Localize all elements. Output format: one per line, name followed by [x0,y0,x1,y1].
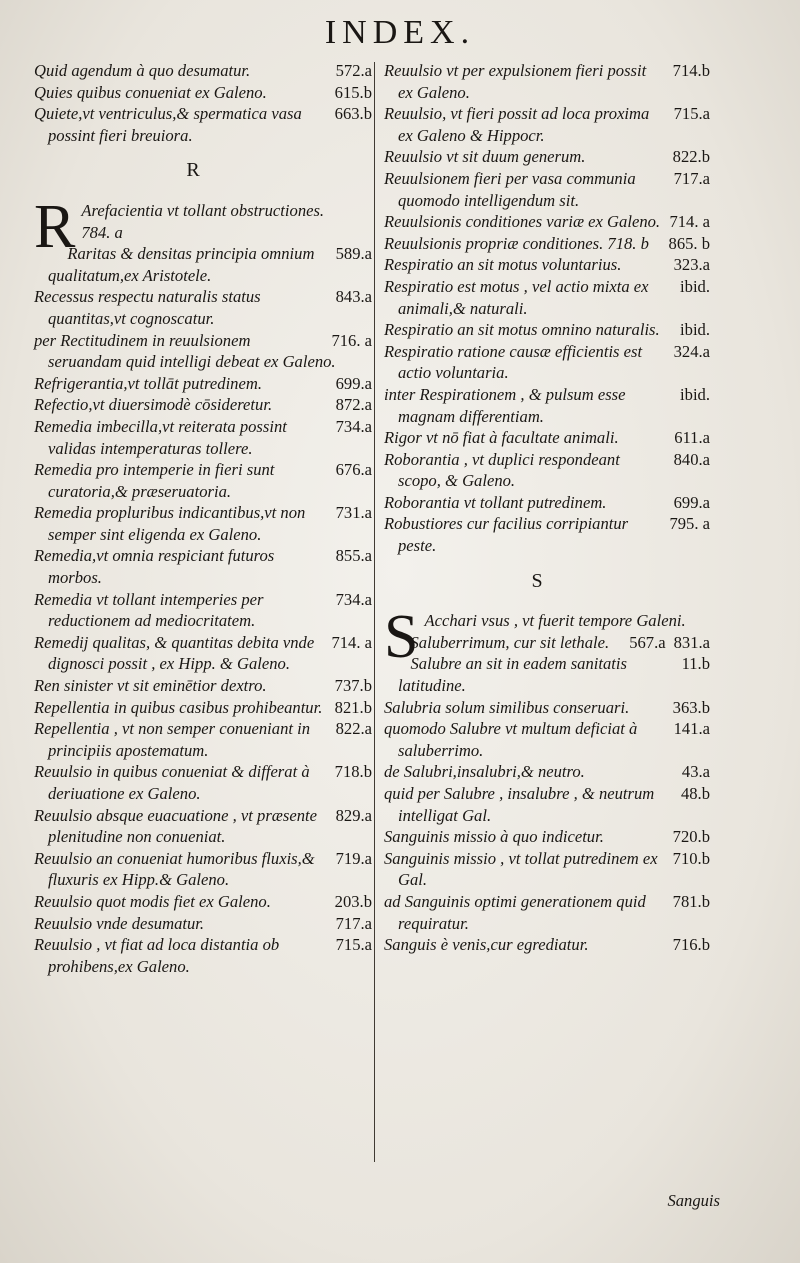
entry-page: 737.b [334,676,372,696]
index-entry [34,697,372,719]
entry-text: Reuulsio vt per expulsionem fieri possit ex Galeno. [384,61,647,102]
entry-text: Respiratio ratione causæ efficientis est actio voluntaria. [384,341,643,383]
entry-page: 717.a [673,168,710,188]
entry-text: Remedia,vt omnia respiciant futuros morbos. [34,546,275,588]
entry-text: Respiratio an sit motus voluntarius. [384,255,622,275]
index-entry [34,934,372,977]
entry-page: 731.a [335,503,372,523]
entry-page: 865. b [668,233,710,253]
index-entry [384,341,710,384]
entry-text: Remedia pro intemperie in fieri sunt curatoria,& præseruatoria. [34,460,275,501]
index-entry [34,761,372,804]
index-entry [384,60,710,103]
entry-text: Reuulsio in quibus conueniat & differat à deriuatione ex Galeno. [34,762,310,803]
index-entry [34,913,372,935]
entry-page: 822.a [335,719,372,739]
index-entry [384,103,710,146]
entry-text: Reuulsionem fieri per vasa communia quomodo intelligendum sit. [384,168,636,210]
column-divider [374,62,375,1162]
page-title: INDEX. [324,14,476,51]
index-entry [34,394,372,416]
entry-text: Raritas & densitas principia omnium qualitatum,ex Aristotele. [48,244,315,285]
entry-page: 324.a [673,341,710,361]
entry-page: 716. a [331,330,372,350]
entry-text: Rigor vt nō fiat à facultate animali. [384,428,619,448]
section-letter-r: R [186,159,200,182]
index-entry [384,848,710,891]
entry-list [34,60,372,146]
entry-page: 48.b [680,784,710,803]
entry-text: ad Sanguinis optimi generationem quid requiratur. [384,891,646,933]
entry-text: Ren sinister vt sit eminētior dextro. [34,676,267,696]
entry-text: Quid agendum à quo desumatur. [34,61,251,80]
entry-page: 572.a [335,61,372,80]
entry-page: 43.a [681,762,710,782]
index-entry [384,761,710,783]
index-entry [384,276,710,319]
index-entry [384,783,710,826]
entry-text: Refrigerantia,vt tollāt putredinem. [34,373,262,393]
entry-text: Reuulsio an conueniat humoribus fluxis,& fluxuris ex Hipp.& Galeno. [34,848,315,890]
entry-page: 141.a [673,719,710,739]
entry-text: Saluberrimum, cur sit lethale. [410,632,610,652]
index-entry [34,848,372,891]
entry-page: 11.b [681,654,710,674]
entry-text: Reuulsionis propriæ conditiones. 718. b [384,233,649,253]
entry-text: per Rectitudinem in reuulsionem seruandam quid intelligi debeat ex Galeno. [34,330,336,372]
entry-text: Sanguinis missio à quo indicetur. [384,827,604,847]
entry-text: Reuulsio quot modis fiet ex Galeno. [34,891,271,911]
index-entry [34,60,372,82]
entry-page: 829.a [335,805,372,825]
index-entry [384,891,710,934]
index-entry [34,545,372,588]
index-entry [34,502,372,545]
right-column [384,60,710,1241]
entry-text: Repellentia in quibus casibus prohibeantur. [34,697,323,717]
entry-text: Respiratio an sit motus omnino naturalis. [384,320,660,340]
entry-page: ibid. [680,320,710,340]
index-entry [384,449,710,492]
entry-text: Repellentia , vt non semper conueniant in principiis apostematum. [34,719,311,760]
entry-page: 714. a [331,632,372,652]
index-entry [34,805,372,848]
entry-list [384,632,710,956]
entry-text: Quies quibus conueniat ex Galeno. [34,82,267,102]
index-entry [34,891,372,913]
entry-page: 872.a [335,395,372,415]
entry-page: 676.a [335,460,372,480]
entry-text: Roborantia vt tollant putredinem. [384,492,607,512]
entry-text: Remedij qualitas, & quantitas debita vnde dignosci possit , ex Hipp. & Galeno. [34,632,315,674]
entry-text: Salubre an sit in eadem sanitatis latitudine. [398,654,627,696]
entry-text: inter Respirationem , & pulsum esse magnam differentiam. [384,384,626,426]
index-entry [384,632,710,654]
entry-page: 843.a [335,287,372,307]
entry-page: 795. a [669,514,710,534]
entry-text: Salubria solum similibus conseruari. [384,697,630,717]
entry-page: 781.b [672,891,710,911]
entry-page: 717.a [335,913,372,933]
entry-text: Reuulsionis conditiones variæ ex Galeno. [384,212,661,232]
index-entry [34,459,372,502]
index-entry [384,168,710,211]
entry-page: 699.a [673,492,710,512]
entry-text: Reuulsio, vt fieri possit ad loca proxima ex Galeno & Hippocr. [384,104,650,145]
entry-text: Refectio,vt diuersimodè cōsideretur. [34,395,273,415]
index-entry [34,675,372,697]
index-entry [384,718,710,761]
entry-text: de Salubri,insalubri,& neutro. [384,762,585,782]
entry-text: Remedia vt tollant intemperies per reductionem ad mediocritatem. [34,589,264,631]
entry-page: 663.b [334,104,372,124]
entry-text: Sanguinis missio , vt tollat putredinem ex Gal. [384,848,658,890]
entry-text: Reuulsio vnde desumatur. [34,913,205,933]
entry-page: 589.a [335,244,372,264]
entry-text: Remedia propluribus indicantibus,vt non semper sint eligenda ex Galeno. [34,503,306,544]
index-entry [384,211,710,233]
entry-list [384,60,710,557]
index-entry [34,103,372,146]
index-entry [384,653,710,696]
entry-page: 716.b [672,935,710,955]
entry-text: Reuulsio absque euacuatione , vt præsente plenitudine non conueniat. [34,805,317,847]
section-letter-s: S [531,569,543,592]
entry-page: 840.a [673,449,710,469]
entry-page: 734.a [335,416,372,436]
index-entry [34,416,372,459]
entry-page: 734.a [335,589,372,609]
entry-page: 855.a [335,546,372,566]
entry-text: Arefacientia vt tollant obstructiones. [81,200,325,220]
index-entry [384,492,710,514]
entry-text: Recessus respectu naturalis status quantitas,vt cognoscatur. [34,287,261,328]
entry-list [34,243,372,977]
left-column [34,60,372,1241]
entry-page: 714. a [669,212,710,232]
catchword: Sanguis [667,1191,720,1210]
index-entry [34,330,372,373]
entry-page: 719.a [335,848,372,868]
index-entry [384,146,710,168]
entry-page: 715.a [335,935,372,955]
entry-page: 714.b [672,61,710,80]
entry-page: 715.a [673,104,710,124]
entry-page: 363.b [672,697,710,717]
index-entry [34,82,372,104]
index-entry [384,697,710,719]
entry-text: Reuulsio vt sit duum generum. [384,147,586,167]
drop-cap-initial: S [384,603,419,672]
entry-text: quomodo Salubre vt multum deficiat à saluberrimo. [384,719,638,760]
entry-page: ibid. [680,276,710,296]
entry-page: ibid. [680,384,710,404]
index-entry [34,632,372,675]
entry-page: 203.b [334,891,372,911]
entry-text: Robustiores cur facilius corripiantur peste. [384,514,629,556]
entry-page: 567.a [629,632,666,652]
index-entry [384,934,710,956]
index-entry [34,286,372,329]
entry-text: Remedia imbecilla,vt reiterata possint validas intemperaturas tollere. [34,416,287,458]
drop-cap-initial: R [34,192,76,261]
entry-text: Roborantia , vt duplici respondeant scopo, & Galeno. [384,449,620,491]
entry-text: Sanguis è venis,cur egrediatur. [384,935,589,955]
entry-text: Quiete,vt ventriculus,& spermatica vasa possint fieri breuiora. [34,104,302,145]
index-entry [34,243,372,286]
index-entry [384,427,710,449]
entry-page: 615.b [334,82,372,102]
index-entry [384,513,710,556]
index-entry [384,826,710,848]
index-entry [384,384,710,427]
index-entry [34,589,372,632]
index-entry [384,233,710,255]
entry-page: 718.b [334,762,372,782]
entry-text: Respiratio est motus , vel actio mixta ex animali,& naturali. [384,276,649,318]
entry-page: 323.a [673,255,710,275]
entry-text: Reuulsio , vt fiat ad loca distantia ob prohibens,ex Galeno. [34,935,280,976]
entry-page: 710.b [672,848,710,868]
index-entry [34,373,372,395]
entry-page: 784. a [81,222,123,242]
entry-page: 831.a [673,632,710,652]
entry-text: quid per Salubre , insalubre , & neutrum intelligat Gal. [384,784,655,825]
index-entry [34,718,372,761]
entry-page: 822.b [672,147,710,167]
entry-page: 720.b [672,827,710,847]
entry-page: 821.b [334,697,372,717]
entry-page: 699.a [335,373,372,393]
entry-text: Acchari vsus , vt fuerit tempore Galeni. [424,611,686,631]
index-entry [384,319,710,341]
index-entry [384,254,710,276]
entry-page: 611.a [674,428,710,448]
